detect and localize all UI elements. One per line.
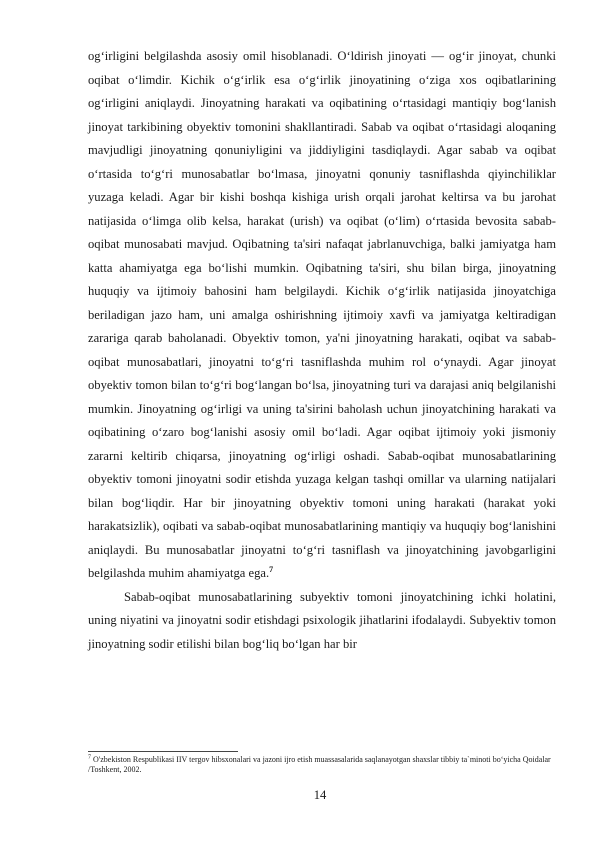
paragraph-1-text: og‘irligini belgilashda asosiy omil hisoblanadi. O‘ldirish jinoyati — og‘ir jinoyat, chunki oqibat o‘limdir. Kichik o‘g‘irlik esa o‘g‘irlik jinoyatining o‘ziga xos oqibatlarining og‘irligini aniqlaydi. Jinoyatning harakati va oqibatining o‘rtasidagi mantiqiy bog‘lanish jinoyat tarkibining obyektiv tomonini shakllantiradi. Sabab va oqibat o‘rtasidagi aloqaning mavjudligi jinoyatning qonuniyligini va jiddiyligini tasdiqlaydi. Agar sabab va oqibat o‘rtasida to‘g‘ri munosabatlar bo‘lmasa, jinoyatni qonuniy tasniflashda qiyinchiliklar yuzaga keladi. Agar bir kishi boshqa kishiga urish orqali jarohat keltirsa va bu jarohat natijasida o‘limga olib kelsa, harakat (urish) va oqibat (o‘lim) o‘rtasida bevosita sabab-oqibat munosabati mavjud. Oqibatning ta'siri nafaqat jabrlanuvchiga, balki jamiyatga ham katta ahamiyatga ega bo‘lishi mumkin. Oqibatning ta'siri, shu bilan birga, jinoyatning huquqiy va ijtimoiy bahosini ham belgilaydi. Kichik o‘g‘irlik natijasida jinoyatchiga beriladigan jazo ham, uni amalga oshirishning ijtimoiy xavfi va jamiyatga keltiradigan zarariga qarab baholanadi. Obyektiv tomon, ya'ni jinoyatning harakati, oqibat va sabab-oqibat munosabatlari, jinoyatni to‘g‘ri tasniflashda muhim rol o‘ynaydi. Agar jinoyat obyektiv tomon bilan to‘g‘ri bog‘langan bo‘lsa, jinoyatning turi va darajasi aniq belgilanishi mumkin. Jinoyatning og‘irligi va uning ta'sirini baholash uchun jinoyatchining harakati va oqibatining o‘zaro bog‘lanishi asosiy omil bo‘ladi. Agar oqibat ijtimoiy yoki jismoniy zararni keltirib chiqarsa, jinoyatning og‘irligi oshadi. Sabab-oqibat munosabatlarining obyektiv tomoni jinoyatni sodir etishda yuzaga kelgan tashqi omillar va ularning natijalari bilan bog‘liqdir. Har bir jinoyatning obyektiv tomoni uning harakati (harakat yoki harakatsizlik), oqibati va sabab-oqibat munosabatlarining mantiqiy va huquqiy bog‘lanishini aniqlaydi. Bu munosabatlar jinoyatni to‘g‘ri tasniflash va jinoyatchining javobgarligini belgilashda muhim ahamiyatga ega. (88, 49, 556, 580)
footnote-reference[interactable]: 7 (269, 564, 274, 574)
paragraph-2: Sabab-oqibat munosabatlarining subyektiv tomoni jinoyatchining ichki holatini, uning niyatini va jinoyatni sodir etishdagi psixologik jihatlarini ifodalaydi. Subyektiv tomon jinoyatning sodir etilishi bilan bog‘liq bo‘lgan har bir (88, 589, 556, 651)
footnote-number: 7 (88, 754, 91, 761)
main-text (88, 45, 556, 656)
footnote (88, 755, 558, 775)
page-number: 14 (313, 788, 327, 802)
footnote-separator (88, 751, 238, 752)
footnote-text: O'zbekiston Respublikasi IIV tergov hibsxonalari va jazoni ijro etish muassasalarida saqlanayotgan shaxslar tibbiy ta`minoti bo‘yicha Qoidalar /Toshkent, 2002. (88, 755, 551, 774)
paragraph-1 (88, 45, 556, 586)
